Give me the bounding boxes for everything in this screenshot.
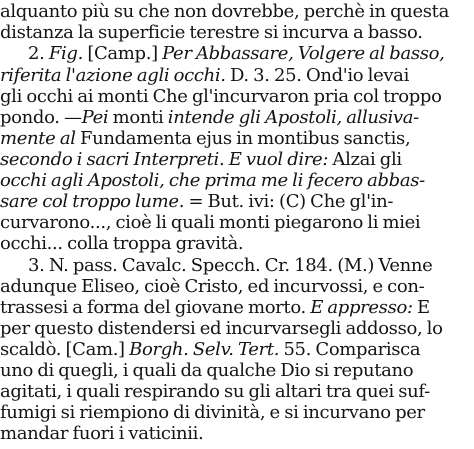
text-run: Alzai gli xyxy=(328,149,402,170)
text-run: E xyxy=(412,297,430,318)
text-run: D. 3. 25. Ond'io levai xyxy=(225,65,409,86)
text-run: curvarono..., cioè li quali monti piegarono li miei xyxy=(0,212,421,233)
italic-text-run: E appresso: xyxy=(310,297,413,318)
text-run: 2. xyxy=(28,43,49,64)
text-run: occhi... colla troppa gravità. xyxy=(0,233,244,254)
text-run: 55. Comparisca xyxy=(279,339,421,360)
text-run: Fundamenta ejus in montibus sanctis, xyxy=(75,128,411,149)
text-run: adunque Eliseo, cioè Cristo, ed incurvossi, e con- xyxy=(0,276,425,297)
text-run: agitati, i quali respirando su gli altari tra quei suf- xyxy=(0,381,430,402)
text-run: alquanto più su che non dovrebbe, perchè in questa xyxy=(0,1,449,22)
italic-text-run: Fig. xyxy=(48,43,83,64)
italic-text-run: Borgh. Selv. Tert. xyxy=(129,339,280,360)
text-run: distanza la superficie terestre si incurva a basso. xyxy=(0,22,423,43)
text-run: fumigi si riempiono di divinità, e si incurvano per xyxy=(0,402,425,423)
text-run: trassesi a forma del giovane morto. xyxy=(0,297,311,318)
italic-text-run: mente al xyxy=(0,128,76,149)
text-run: gli occhi ai monti Che gl'incurvaron pria col troppo xyxy=(0,86,442,107)
text-run: = But. ivi: (C) Che gl'in- xyxy=(184,191,394,212)
text-run: uno di quegli, i quali da qualche Dio si reputano xyxy=(0,360,414,381)
text-run: monti xyxy=(108,107,168,128)
italic-text-run: Pei xyxy=(81,107,109,128)
italic-text-run: Per Abbassare, Volgere al basso, xyxy=(162,43,445,64)
text-line xyxy=(0,421,474,447)
italic-text-run: occhi agli Apostoli, che prima me li fecero abbas- xyxy=(0,170,425,191)
italic-text-run: intende gli Apostoli, allusiva- xyxy=(167,107,419,128)
italic-text-run: riferita l'azione agli occhi. xyxy=(0,65,226,86)
text-run: per questo distendersi ed incurvarsegli addosso, lo xyxy=(0,318,443,339)
text-run: mandar fuori i vaticinii. xyxy=(0,423,204,444)
text-run: [Camp.] xyxy=(82,43,163,64)
italic-text-run: sare col troppo lume. xyxy=(0,191,185,212)
text-run: scaldò. [Cam.] xyxy=(0,339,130,360)
text-run: pondo. — xyxy=(0,107,82,128)
italic-text-run: secondo i sacri Interpreti. E vuol dire: xyxy=(0,149,329,170)
text-run: 3. N. pass. Cavalc. Specch. Cr. 184. (M.) Venne xyxy=(28,255,433,276)
